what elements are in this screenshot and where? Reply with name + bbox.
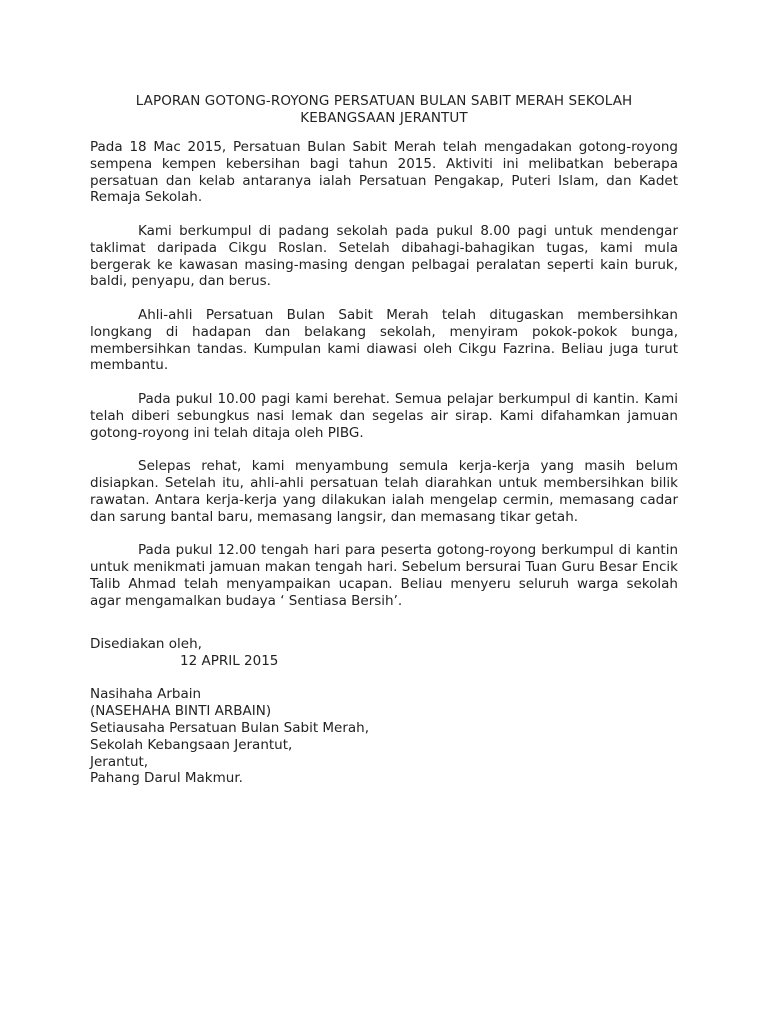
paragraph-closing: Pada pukul 12.00 tengah hari para peserta gotong-royong berkumpul di kantin untuk menikmati jamuan makan tengah hari. Sebelum bersurai Tuan Guru Besar Encik Talib Ahmad telah menyampaikan ucapan. Beliau menyeru seluruh warga sekolah agar mengamalkan budaya ‘ Sentiasa Bersih’. xyxy=(90,542,678,609)
school-name: Sekolah Kebangsaan Jerantut, xyxy=(90,736,293,753)
state-name: Pahang Darul Makmur. xyxy=(90,770,243,787)
position-title: Setiausaha Persatuan Bulan Sabit Merah, xyxy=(90,719,370,736)
full-name: (NASEHAHA BINTI ARBAIN) xyxy=(90,703,272,720)
signoff-spacer xyxy=(90,670,678,687)
paragraph-break: Pada pukul 10.00 pagi kami berehat. Semua pelajar berkumpul di kantin. Kami telah diberi sebungkus nasi lemak dan segelas air sirap. Kami difahamkan jamuan gotong-royong ini telah ditaja oleh PIBG. xyxy=(90,390,678,441)
paragraph-tasks: Ahli-ahli Persatuan Bulan Sabit Merah telah ditugaskan membersihkan longkang di hadapan dan belakang sekolah, menyiram pokok-pokok bunga, membersihkan tandas. Kumpulan kami diawasi oleh Cikgu Fazrina. Beliau juga turut membantu. xyxy=(90,306,678,374)
town-name: Jerantut, xyxy=(90,753,149,770)
paragraph-intro: Pada 18 Mac 2015, Persatuan Bulan Sabit Merah telah mengadakan gotong-royong sempena kempen kebersihan bagi tahun 2015. Aktiviti ini melibatkan beberapa persatuan dan kelab antaranya ialah Persatuan Pengakap, Puteri Islam, dan Kadet Remaja Sekolah. xyxy=(90,139,678,206)
signoff-block xyxy=(90,636,678,787)
prepared-by-label: Disediakan oleh, xyxy=(90,636,202,652)
paragraph-assembly: Kami berkumpul di padang sekolah pada pukul 8.00 pagi untuk mendengar taklimat daripada Cikgu Roslan. Setelah dibahagi-bahagikan tugas, kami mula bergerak ke kawasan masing-masing dengan pelbagai peralatan seperti kain buruk, baldi, penyapu, dan berus. xyxy=(90,222,678,290)
signature-name: Nasihaha Arbain xyxy=(90,686,202,703)
report-title-line-1: LAPORAN GOTONG-ROYONG PERSATUAN BULAN SABIT MERAH SEKOLAH xyxy=(135,93,633,109)
report-title-line-2: KEBANGSAAN JERANTUT xyxy=(300,110,468,126)
paragraph-after-break: Selepas rehat, kami menyambung semula kerja-kerja yang masih belum disiapkan. Setelah itu, ahli-ahli persatuan telah diarahkan untuk membersihkan bilik rawatan. Antara kerja-kerja yang dilakukan ialah mengelap cermin, memasang cadar dan sarung bantal baru, memasang langsir, dan memasang tikar getah. xyxy=(90,458,678,525)
report-body xyxy=(90,139,678,626)
report-title xyxy=(90,93,678,127)
report-date: 12 APRIL 2015 xyxy=(180,652,279,669)
